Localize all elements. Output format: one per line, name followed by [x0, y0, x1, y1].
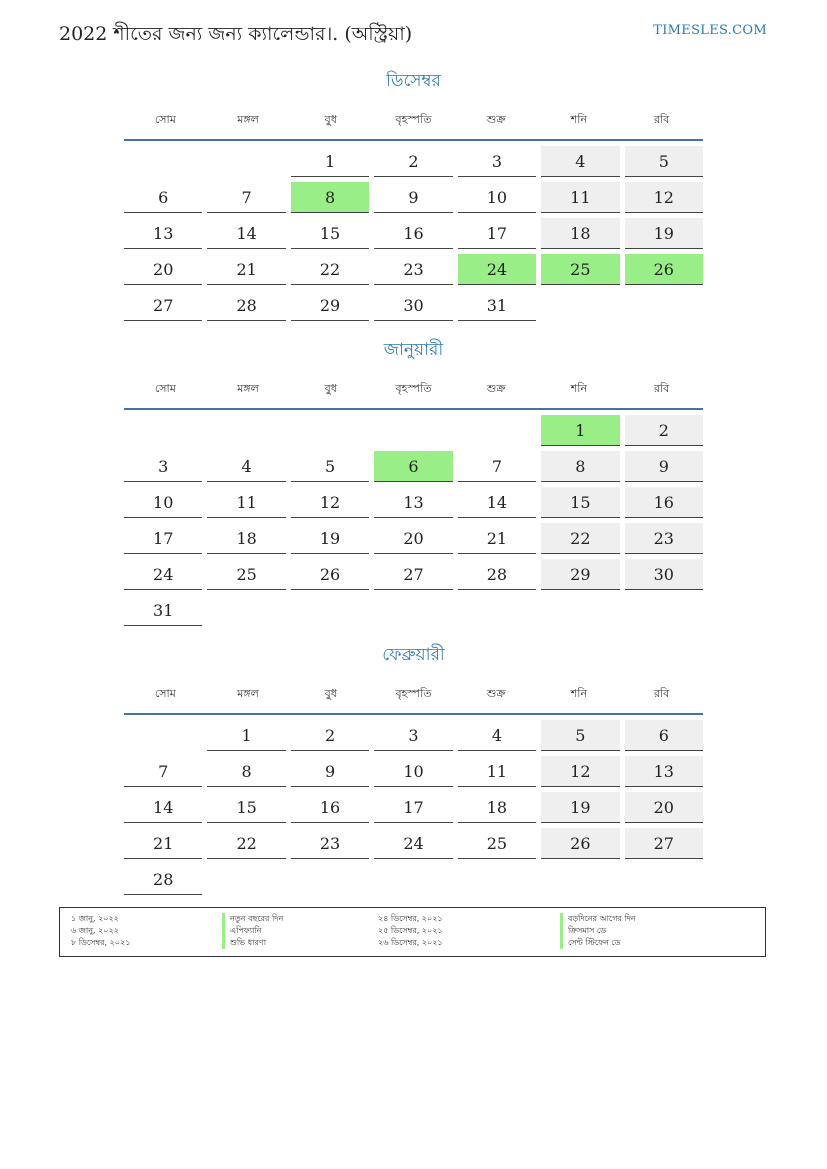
legend-date: ২৪ ডিসেম্বর, ২০২১: [378, 914, 443, 923]
day-cell: 6: [124, 182, 202, 213]
day-cell: 28: [124, 864, 202, 895]
day-cell: 10: [374, 756, 452, 787]
day-cell: 1: [291, 146, 369, 177]
empty-cell: [291, 415, 369, 446]
day-cell: 15: [541, 487, 619, 518]
day-cell: 16: [291, 792, 369, 823]
day-cell: 4: [541, 146, 619, 177]
day-cell: 28: [207, 290, 285, 321]
day-cell: 18: [458, 792, 536, 823]
day-cell: 5: [541, 720, 619, 751]
day-cell: 25: [458, 828, 536, 859]
legend-date: ৮ ডিসেম্বর, ২০২১: [71, 938, 131, 947]
weekday-label: মঙ্গল: [237, 112, 259, 126]
day-cell: 16: [374, 218, 452, 249]
weekday-label: বৃহস্পতি: [395, 112, 432, 126]
day-cell: 27: [625, 828, 703, 859]
day-cell: 2: [291, 720, 369, 751]
day-cell: 7: [124, 756, 202, 787]
day-cell: 17: [124, 523, 202, 554]
day-cell: 20: [124, 254, 202, 285]
legend-date: ২৬ ডিসেম্বর, ২০২১: [378, 938, 443, 947]
day-grid: [124, 414, 703, 630]
day-cell: 5: [625, 146, 703, 177]
day-cell: 31: [124, 595, 202, 626]
weekday-label: মঙ্গল: [237, 381, 259, 395]
day-cell: 21: [458, 523, 536, 554]
holiday-day-cell: 26: [625, 254, 703, 285]
day-cell: 7: [207, 182, 285, 213]
day-cell: 12: [291, 487, 369, 518]
day-cell: 23: [374, 254, 452, 285]
day-cell: 18: [207, 523, 285, 554]
day-cell: 3: [374, 720, 452, 751]
day-cell: 3: [124, 451, 202, 482]
day-cell: 13: [124, 218, 202, 249]
day-cell: 8: [207, 756, 285, 787]
legend-holiday-name: এপিফ্যানি: [222, 925, 261, 937]
holiday-day-cell: 8: [291, 182, 369, 213]
day-cell: 24: [374, 828, 452, 859]
day-cell: 14: [207, 218, 285, 249]
weekday-label: শনি: [570, 381, 588, 395]
day-cell: 19: [291, 523, 369, 554]
day-cell: 28: [458, 559, 536, 590]
day-cell: 15: [207, 792, 285, 823]
weekday-header: [124, 675, 703, 715]
day-cell: 21: [124, 828, 202, 859]
weekday-label: সোম: [154, 381, 176, 395]
day-cell: 23: [291, 828, 369, 859]
weekday-label: শুক্র: [486, 381, 506, 395]
day-cell: 11: [458, 756, 536, 787]
day-cell: 20: [625, 792, 703, 823]
weekday-label: মঙ্গল: [237, 686, 259, 700]
legend-holiday-name: ক্রিসমাস ডে: [560, 925, 606, 937]
empty-cell: [124, 415, 202, 446]
day-cell: 18: [541, 218, 619, 249]
weekday-label: বুধ: [324, 381, 337, 395]
day-cell: 7: [458, 451, 536, 482]
day-cell: 13: [374, 487, 452, 518]
day-cell: 29: [291, 290, 369, 321]
weekday-label: বৃহস্পতি: [395, 381, 432, 395]
weekday-label: বৃহস্পতি: [395, 686, 432, 700]
day-cell: 9: [291, 756, 369, 787]
month-title: ফেব্রুয়ারী: [382, 645, 445, 665]
holiday-day-cell: 24: [458, 254, 536, 285]
day-cell: 12: [625, 182, 703, 213]
legend-holiday-name: নতুন বছরের দিন: [222, 913, 283, 925]
empty-cell: [458, 415, 536, 446]
day-cell: 6: [625, 720, 703, 751]
weekday-header: [124, 101, 703, 141]
day-cell: 4: [207, 451, 285, 482]
day-cell: 9: [374, 182, 452, 213]
legend-holiday-name: সেন্ট স্টিফেন ডে: [560, 937, 620, 949]
day-cell: 25: [207, 559, 285, 590]
empty-cell: [124, 146, 202, 177]
day-cell: 26: [541, 828, 619, 859]
weekday-label: শনি: [570, 686, 588, 700]
month-december: [124, 67, 703, 325]
brand-link[interactable]: TIMESLES.COM: [653, 23, 767, 38]
day-cell: 2: [374, 146, 452, 177]
weekday-label: বুধ: [324, 112, 337, 126]
day-cell: 19: [625, 218, 703, 249]
weekday-label: শুক্র: [486, 686, 506, 700]
day-cell: 8: [541, 451, 619, 482]
day-grid: [124, 145, 703, 325]
month-february: [124, 641, 703, 899]
page-title: 2022 শীতের জন্য জন্য ক্যালেন্ডার।. (অস্ট্রিয়া): [59, 23, 413, 45]
day-cell: 20: [374, 523, 452, 554]
empty-cell: [207, 146, 285, 177]
day-cell: 10: [124, 487, 202, 518]
day-cell: 31: [458, 290, 536, 321]
day-cell: 5: [291, 451, 369, 482]
empty-cell: [207, 415, 285, 446]
weekday-label: সোম: [154, 112, 176, 126]
day-cell: 22: [207, 828, 285, 859]
month-january: [124, 336, 703, 630]
day-cell: 27: [124, 290, 202, 321]
weekday-label: শুক্র: [486, 112, 506, 126]
holiday-legend: [59, 907, 766, 957]
weekday-label: রবি: [653, 381, 670, 395]
day-cell: 22: [541, 523, 619, 554]
day-cell: 11: [541, 182, 619, 213]
day-cell: 9: [625, 451, 703, 482]
legend-date: ৬ জানু, ২০২২: [71, 926, 119, 935]
day-cell: 14: [124, 792, 202, 823]
month-title: জানুয়ারী: [383, 340, 444, 360]
day-cell: 10: [458, 182, 536, 213]
day-cell: 21: [207, 254, 285, 285]
day-cell: 24: [124, 559, 202, 590]
month-title: ডিসেম্বর: [386, 71, 441, 91]
legend-date: ১ জানু, ২০২২: [71, 914, 119, 923]
holiday-day-cell: 1: [541, 415, 619, 446]
weekday-label: বুধ: [324, 686, 337, 700]
day-cell: 14: [458, 487, 536, 518]
day-cell: 19: [541, 792, 619, 823]
day-cell: 26: [291, 559, 369, 590]
day-cell: 30: [625, 559, 703, 590]
day-cell: 11: [207, 487, 285, 518]
day-cell: 17: [458, 218, 536, 249]
day-cell: 13: [625, 756, 703, 787]
day-cell: 4: [458, 720, 536, 751]
day-cell: 2: [625, 415, 703, 446]
day-cell: 16: [625, 487, 703, 518]
day-cell: 29: [541, 559, 619, 590]
weekday-label: শনি: [570, 112, 588, 126]
legend-holiday-name: বড়দিনের আগের দিন: [560, 913, 636, 925]
day-cell: 27: [374, 559, 452, 590]
day-grid: [124, 719, 703, 899]
day-cell: 15: [291, 218, 369, 249]
holiday-day-cell: 25: [541, 254, 619, 285]
legend-date: ২৫ ডিসেম্বর, ২০২১: [378, 926, 443, 935]
day-cell: 30: [374, 290, 452, 321]
weekday-label: রবি: [653, 112, 670, 126]
empty-cell: [374, 415, 452, 446]
legend-holiday-name: শুভি ধারণা: [222, 937, 266, 949]
empty-cell: [124, 720, 202, 751]
day-cell: 3: [458, 146, 536, 177]
day-cell: 22: [291, 254, 369, 285]
weekday-label: রবি: [653, 686, 670, 700]
day-cell: 23: [625, 523, 703, 554]
day-cell: 12: [541, 756, 619, 787]
day-cell: 1: [207, 720, 285, 751]
weekday-header: [124, 370, 703, 410]
holiday-day-cell: 6: [374, 451, 452, 482]
day-cell: 17: [374, 792, 452, 823]
weekday-label: সোম: [154, 686, 176, 700]
